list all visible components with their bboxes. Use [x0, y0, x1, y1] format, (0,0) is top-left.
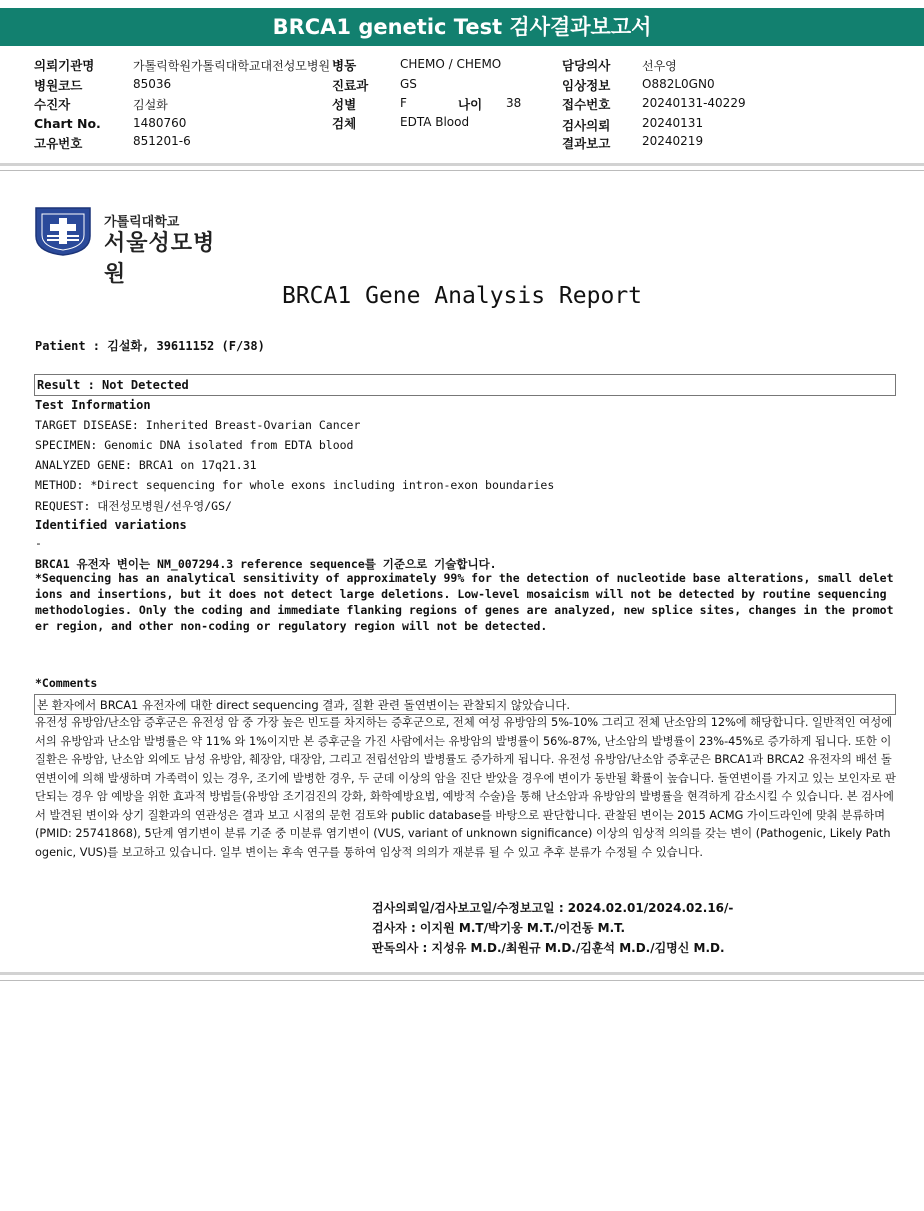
clinical-label: 임상정보 — [562, 78, 611, 93]
doctor-value: 선우영 — [642, 59, 677, 73]
identified-variations-value: - — [35, 536, 42, 550]
report-dates: 검사의뢰일/검사보고일/수정보고일 : 2024.02.01/2024.02.16/- — [372, 901, 734, 915]
request-value: 20240131 — [642, 116, 704, 130]
supervising-physicians: 판독의사 : 지성유 M.D./최원규 M.D./김훈석 M.D./김명신 M.D. — [372, 941, 725, 955]
result-report-value: 20240219 — [642, 134, 704, 148]
method-info: METHOD: *Direct sequencing for whole exons including intron-exon boundaries — [35, 478, 555, 492]
patient-value: 김설화 — [133, 98, 168, 112]
reference-note: BRCA1 유전자 변이는 NM_007294.3 reference sequence를 기준으로 기술합니다. — [35, 557, 497, 571]
sex-value: F — [400, 96, 407, 110]
ward-value: CHEMO / CHEMO — [400, 57, 502, 71]
receipt-value: 20240131-40229 — [642, 96, 746, 110]
unique-no-label: 고유번호 — [34, 136, 83, 151]
comment-summary: 본 환자에서 BRCA1 유전자에 대한 direct sequencing 결과, 질환 관련 돌연변이는 관찰되지 않았습니다. — [37, 698, 571, 712]
specimen-value: EDTA Blood — [400, 115, 470, 129]
logo-university-name: 가톨릭대학교 — [104, 215, 180, 230]
technicians: 검사자 : 이지원 M.T/박기웅 M.T./이건동 M.T. — [372, 921, 626, 935]
patient-line: Patient : 김설화, 39611152 (F/38) — [35, 339, 265, 353]
request-info: REQUEST: 대전성모병원/선우영/GS/ — [35, 499, 232, 513]
receipt-label: 접수번호 — [562, 97, 611, 112]
dept-value: GS — [400, 77, 417, 91]
specimen-label: 검체 — [332, 116, 357, 131]
age-label: 나이 — [458, 97, 483, 112]
footer-separator-thin — [0, 980, 924, 981]
target-disease: TARGET DISEASE: Inherited Breast-Ovarian Cancer — [35, 418, 361, 432]
req-org-value: 가톨릭학원가톨릭대학교대전성모병원 — [133, 59, 331, 73]
chart-no-value: 1480760 — [133, 116, 187, 130]
sex-label: 성별 — [332, 97, 357, 112]
clinical-value: O882L0GN0 — [642, 77, 715, 91]
comment-body: 유전성 유방암/난소암 증후군은 유전성 암 중 가장 높은 빈도를 차지하는 증후군으로, 전체 여성 유방암의 5%-10% 그리고 전체 난소암의 12%에 해당합니다. 일반적인 여성에서의 유방암과 난소암 발병률은 약 11% 와 1%이지만 본 증후군을 가진 사람에서는 유방암의 발병률이 56%-87%, 난소암의 발병률이 23%-45%로 증가하게 됩니다. 또한 이 질환은 유방암, 난소암 외에도 남성 유방암, 췌장암, 대장암, 그리고 전립선암의 발병률도 증가하게 됩니다. 유전성 유방암/난소암 증후군은 BRCA1과 BRCA2 유전자의 배선 돌연변이에 의해 발생하며 가족력이 있는 경우, 조기에 발병한 경우, 두 군데 이상의 암을 진단 받았을 경우에 변이가 동반될 확률이 높습니다. 돌연변이를 가지고 있는 보인자로 판단되는 경우 암 예방을 위한 효과적 방법들(유방암 조기검진의 강화, 화학예방요법, 예방적 수술)을 통해 난소암과 유방암의 발병률을 현격하게 감소시킬 수 있습니다. 본 검사에서 발견된 변이와 상기 질환과의 연관성은 결과 보고 시점의 문헌 검토와 public database를 바탕으로 판단합니다. 관찰된 변이는 2015 ACMG 가이드라인에 맞춰 분류하며 (PMID: 25741868), 5단계 염기변이 분류 기준 중 미분류 염기변이 (VUS, variant of unknown significance) 이상의 임상적 의의를 갖는 변이 (Pathogenic, Likely Pathogenic, VUS)를 보고하고 있습니다. 일부 변이는 후속 연구를 통하여 임상적 의의가 재분류 될 수 있고 추후 분류가 수정될 수 있습니다. — [35, 716, 896, 859]
header-separator-thin — [0, 170, 924, 171]
unique-no-value: 851201-6 — [133, 134, 191, 148]
analyzed-gene: ANALYZED GENE: BRCA1 on 17q21.31 — [35, 458, 257, 472]
identified-variations-heading: Identified variations — [35, 518, 187, 532]
result-text: Result : Not Detected — [37, 378, 189, 392]
hosp-code-label: 병원코드 — [34, 78, 83, 93]
result-report-label: 결과보고 — [562, 136, 611, 151]
comments-heading: *Comments — [35, 676, 98, 690]
ward-label: 병동 — [332, 58, 357, 73]
dept-label: 진료과 — [332, 78, 369, 93]
comment-summary-box — [34, 694, 896, 715]
test-info-heading: Test Information — [35, 398, 151, 412]
sensitivity-note: *Sequencing has an analytical sensitivity of approximately 99% for the detection of nucleotide base alterations, small deletions and insertions, but it does not detect large deletions. Low-level mosaicism will not be detected by routine sequencing methodologies. Only the coding and immediate flanking regions of genes are analyzed, new splice sites, changes in the promoter region, and other non-coding or regulatory region will not be detected. — [35, 571, 894, 633]
patient-label: 수진자 — [34, 97, 71, 112]
age-value: 38 — [506, 96, 522, 110]
footer-separator — [0, 972, 924, 975]
chart-no-label: Chart No. — [34, 116, 101, 131]
hospital-logo — [34, 206, 234, 287]
report-title-bar: BRCA1 genetic Test 검사결과보고서 — [0, 8, 924, 46]
request-label: 검사의뢰 — [562, 118, 611, 133]
specimen-info: SPECIMEN: Genomic DNA isolated from EDTA blood — [35, 438, 354, 452]
result-box — [34, 374, 896, 396]
doctor-label: 담당의사 — [562, 58, 611, 73]
patient-header — [0, 52, 924, 152]
hosp-code-value: 85036 — [133, 77, 172, 91]
report-title: BRCA1 Gene Analysis Report — [281, 283, 643, 309]
logo-hospital-name: 서울성모병원 — [104, 231, 216, 287]
req-org-label: 의뢰기관명 — [34, 58, 95, 73]
hospital-emblem-icon — [34, 206, 92, 256]
header-separator — [0, 163, 924, 166]
